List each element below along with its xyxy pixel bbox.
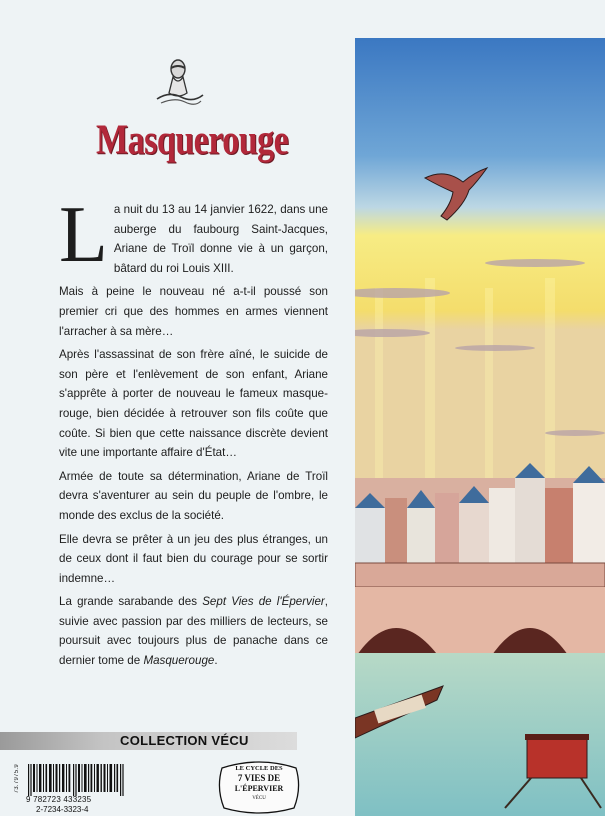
series-logo [96, 55, 289, 175]
cycle-line-2: 7 VIES DE [237, 773, 281, 783]
synopsis [59, 191, 328, 675]
drop-cap: L [59, 191, 108, 279]
barcode-block [14, 760, 126, 816]
p6-start: La grande sarabande des [59, 595, 203, 609]
barcode-icon [28, 764, 124, 796]
p6-italic-title: Sept Vies de l'Épervier [202, 595, 325, 609]
sky [355, 38, 605, 508]
p6-end: . [214, 654, 218, 668]
synopsis-paragraph-4: Armée de toute sa détermination, Ariane de Troïl devra s'aventurer au sein du peuple de l'ombre, le monde des exclus de la société. [59, 469, 328, 522]
isbn-10: 2-7234-3323-4 [36, 805, 89, 814]
synopsis-paragraph-2: Mais à peine le nouveau né a-t-il poussé son premier cri que des hommes en armes viennent l'arracher à sa mère… [59, 285, 328, 338]
paragraph-1-text: a nuit du 13 au 14 janvier 1622, dans une auberge du faubourg Saint-Jacques, Ariane de Troïl donne vie à un garçon, bâtard du roi Louis XIII. [113, 203, 328, 275]
bridge-deck [355, 563, 605, 587]
p6-mid: , suivie avec passion par des milliers de lecteurs, se poursuit avec toujours plus de panache dans ce dernier tome de [59, 595, 328, 668]
cycle-line-1: LE CYCLE DES [235, 765, 283, 772]
collection-label: COLLECTION VÉCU [120, 733, 249, 748]
masked-figure-icon [151, 55, 206, 110]
cycle-line-4: VÉCU [252, 796, 266, 801]
series-title: Masquerouge [96, 117, 289, 164]
synopsis-paragraph-6 [59, 592, 328, 670]
cycle-badge [216, 758, 302, 816]
collection-banner [0, 732, 297, 750]
synopsis-paragraph-1 [59, 191, 328, 279]
barcode-code: 73.7975.9 [14, 764, 20, 794]
cover-illustration [355, 38, 605, 816]
cycle-line-3: L'ÉPERVIER [234, 784, 284, 793]
synopsis-paragraph-3: Après l'assassinat de son frère aîné, le suicide de son père et l'enlèvement de son enfant, Ariane s'apprête à porter de nouveau le fameux masque-rouge, bien décidée à retrouver son fils coûte que coûte. Si bien que cette naissance discrète devient vite une importante affaire d'État… [59, 348, 328, 460]
synopsis-paragraph-5: Elle devra se prêter à un jeu des plus étranges, un de ceux dont il faut bien du courage pour se sortir indemne… [59, 532, 328, 585]
p6-italic-end: Masquerouge [143, 654, 215, 668]
isbn-13: 9 782723 433235 [26, 795, 92, 804]
